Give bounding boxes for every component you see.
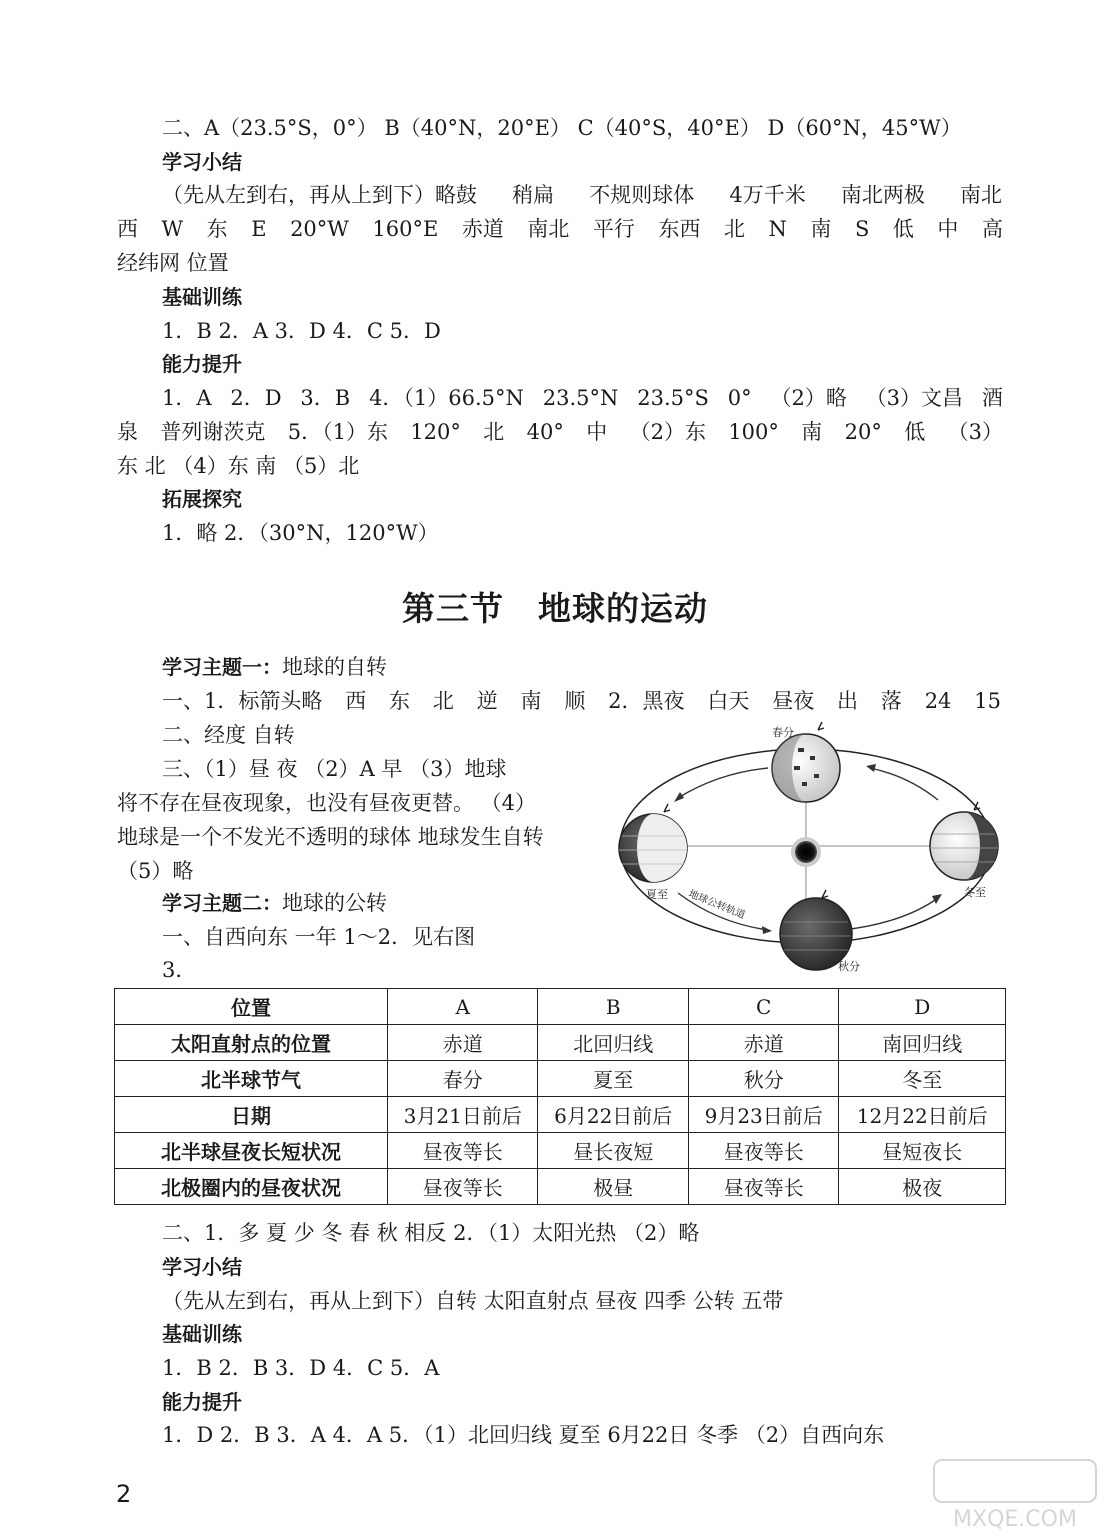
- table-row: [115, 1097, 1006, 1133]
- summary-line-2: 西 W 东 E 20°W 160°E 赤道 南北 平行 东西 北 N 南 S 低 中 高: [117, 217, 1003, 241]
- theme2-q1: 一、自西向东 一年 1～2．见右图: [162, 925, 476, 949]
- table-row: [115, 1169, 1006, 1205]
- extension-answers: 1．略 2．（30°N，120°W）: [162, 521, 439, 545]
- axis-mark-summer: [664, 804, 670, 812]
- table-row-label: 北半球昼夜长短状况: [115, 1133, 388, 1169]
- heading-extension: 拓展探究: [162, 487, 242, 511]
- table-cell: 昼夜等长: [388, 1169, 538, 1205]
- label-autumn: 秋分: [838, 960, 860, 973]
- table-row-label: 日期: [115, 1097, 388, 1133]
- table-row: [115, 1133, 1006, 1169]
- table-cell: 12月22日前后: [839, 1097, 1006, 1133]
- theme1-heading: 学习主题一：地球的自转: [162, 655, 387, 679]
- axis-mark-spring: [818, 722, 824, 730]
- theme1-q3-line-3: 地球是一个不发光不透明的球体 地球发生自转: [117, 825, 544, 849]
- heading-ability-2: 能力提升: [162, 1390, 242, 1414]
- orbit-arrow-bottom-right: [843, 898, 938, 930]
- table-cell: 秋分: [688, 1061, 838, 1097]
- globe-winter: [930, 812, 998, 880]
- theme1-q3-line-1: 三、（1）昼 夜 （2）A 早 （3）地球: [162, 757, 507, 781]
- table-cell: 春分: [388, 1061, 538, 1097]
- solar-position-table: [114, 988, 1006, 1205]
- table-row-label: 北极圈内的昼夜状况: [115, 1169, 388, 1205]
- theme1-q2: 二、经度 自转: [162, 723, 295, 747]
- theme2-heading: 学习主题二：地球的公转: [162, 891, 387, 915]
- summary-line-1: （先从左到右，再从上到下）略鼓 稍扁 不规则球体 4万千米 南北两极 南北: [162, 183, 1002, 207]
- table-row: [115, 1025, 1006, 1061]
- answer-line-2: 二、A（23.5°S，0°） B（40°N，20°E） C（40°S，40°E） D（60°N，45°W）: [162, 116, 962, 140]
- table-cell: 昼夜等长: [688, 1133, 838, 1169]
- table-cell: 赤道: [688, 1025, 838, 1061]
- table-row-label: 太阳直射点的位置: [115, 1025, 388, 1061]
- label-spring: 春分: [772, 726, 794, 739]
- axis-mark-autumn: [822, 890, 828, 898]
- label-winter: 冬至: [964, 886, 986, 899]
- table-cell: 夏至: [538, 1061, 688, 1097]
- globe-summer: [619, 814, 687, 882]
- label-orbit: 地球公转轨道: [686, 888, 747, 922]
- theme2-part2-answers: 二、1．多 夏 少 冬 春 秋 相反 2．（1）太阳光热 （2）略: [162, 1221, 700, 1245]
- orbit-arrowhead-bottom-left: [762, 926, 772, 934]
- table-header-cell: C: [688, 989, 838, 1025]
- label-summer: 夏至: [646, 888, 668, 901]
- sun-icon: [791, 837, 821, 867]
- theme1-q3-line-4: （5）略: [117, 859, 194, 883]
- summary-2-line: （先从左到右，再从上到下）自转 太阳直射点 昼夜 四季 公转 五带: [162, 1289, 784, 1313]
- table-cell: 昼长夜短: [538, 1133, 688, 1169]
- orbit-arrowhead-top-right: [866, 764, 876, 772]
- table-row: [115, 1061, 1006, 1097]
- ability-line-3: 东 北 （4）东 南 （5）北: [117, 454, 360, 478]
- table-cell: 6月22日前后: [538, 1097, 688, 1133]
- table-header-cell: D: [839, 989, 1006, 1025]
- heading-ability: 能力提升: [162, 352, 242, 376]
- table-cell: 极夜: [839, 1169, 1006, 1205]
- ability-line-1: 1．A 2．D 3．B 4．（1）66.5°N 23.5°N 23.5°S 0° （2）略 （3）文昌 酒: [162, 386, 1003, 410]
- watermark-logo: [930, 1456, 1100, 1532]
- ability-answers-2: 1．D 2．B 3．A 4．A 5．（1）北回归线 夏至 6月22日 冬季 （2）自西向东: [162, 1423, 885, 1447]
- globe-spring: [772, 734, 840, 802]
- theme2-q2: 3．: [162, 958, 197, 982]
- page-number: 2: [116, 1480, 132, 1508]
- table-header-cell: 位置: [115, 989, 388, 1025]
- heading-summary-2: 学习小结: [162, 1255, 242, 1279]
- watermark-text: MXQE.COM: [953, 1507, 1077, 1532]
- table-header-cell: B: [538, 989, 688, 1025]
- table-header-row: [115, 989, 1006, 1025]
- theme1-q3-block: [117, 752, 587, 888]
- orbit-arrowhead-bottom-right: [932, 894, 942, 904]
- heading-basic-training-2: 基础训练: [162, 1322, 242, 1346]
- section-title: 第三节 地球的运动: [402, 589, 708, 628]
- heading-summary: 学习小结: [162, 150, 242, 174]
- orbit-arrow-top-left: [678, 768, 768, 798]
- table-cell: 昼短夜长: [839, 1133, 1006, 1169]
- summary-line-3: 经纬网 位置: [117, 251, 229, 275]
- table-header-cell: A: [388, 989, 538, 1025]
- heading-basic-training: 基础训练: [162, 285, 242, 309]
- table-cell: 昼夜等长: [688, 1169, 838, 1205]
- ability-line-2: 泉 普列谢茨克 5．（1）东 120° 北 40° 中 （2）东 100° 南 20° 低 （3）: [117, 420, 1003, 444]
- basic-answers: 1．B 2．A 3．D 4．C 5．D: [162, 319, 441, 343]
- table-cell: 北回归线: [538, 1025, 688, 1061]
- table-row-label: 北半球节气: [115, 1061, 388, 1097]
- table-cell: 昼夜等长: [388, 1133, 538, 1169]
- table-cell: 赤道: [388, 1025, 538, 1061]
- table-cell: 3月21日前后: [388, 1097, 538, 1133]
- theme1-q3-line-2: 将不存在昼夜现象，也没有昼夜更替。 （4）: [117, 791, 537, 815]
- table-cell: 9月23日前后: [688, 1097, 838, 1133]
- earth-orbit-diagram: [608, 718, 1008, 976]
- orbit-arrowhead-top-left: [674, 792, 684, 802]
- table-cell: 冬至: [839, 1061, 1006, 1097]
- theme1-q1: 一、1．标箭头略 西 东 北 逆 南 顺 2．黑夜 白天 昼夜 出 落 24 15: [162, 689, 1001, 713]
- table-cell: 极昼: [538, 1169, 688, 1205]
- table-cell: 南回归线: [839, 1025, 1006, 1061]
- basic-answers-2: 1．B 2．B 3．D 4．C 5．A: [162, 1356, 440, 1380]
